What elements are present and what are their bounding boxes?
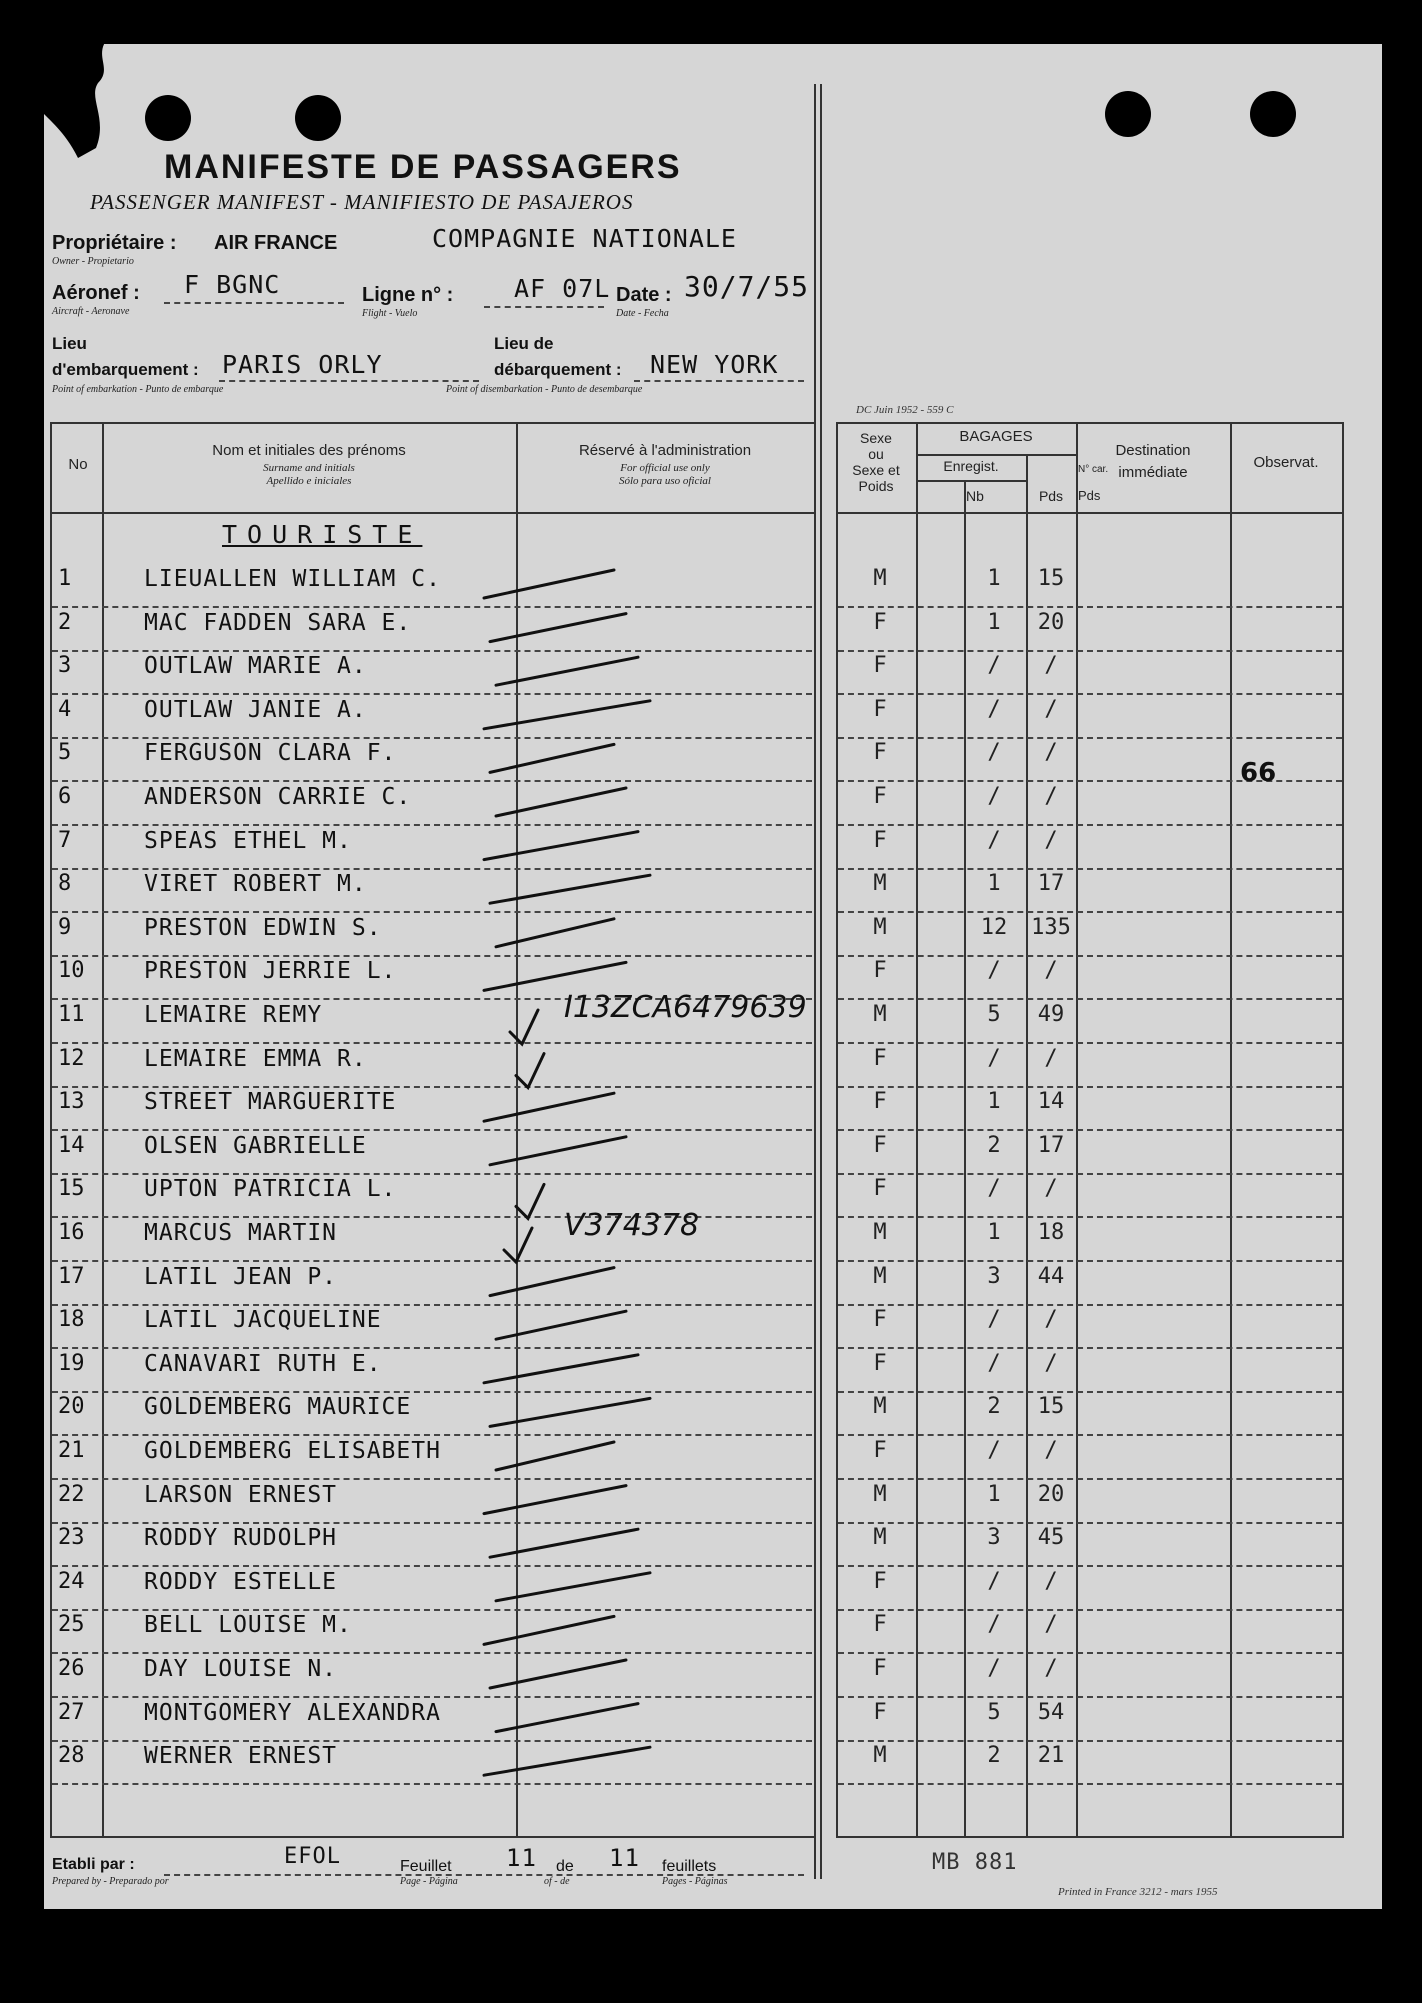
pen-stroke [496, 1704, 638, 1732]
col-header-name-sub2: Apellido e iniciales [266, 475, 352, 487]
sex-cell: F [873, 653, 887, 678]
sheets-sub: Pages - Páginas [662, 1876, 728, 1887]
sheet-sub: Page - Página [400, 1876, 458, 1887]
row-number: 15 [58, 1176, 85, 1201]
pen-stroke [496, 1573, 650, 1601]
row-number: 13 [58, 1089, 85, 1114]
row-number: 12 [58, 1046, 85, 1071]
row-number: 20 [58, 1394, 85, 1419]
prepared-label: Etabli par : [52, 1856, 135, 1873]
col-header-sex-1: Sexe [860, 430, 892, 446]
owner-label: Propriétaire : [52, 232, 177, 254]
date-label: Date : [616, 284, 672, 306]
sex-cell: M [873, 1525, 887, 1550]
row-number: 1 [58, 566, 72, 591]
bag-weight-cell: / [1044, 958, 1058, 983]
sex-cell: M [873, 1264, 887, 1289]
bag-weight-cell: / [1044, 1612, 1058, 1637]
col-header-name: Nom et initiales des prénoms [212, 442, 406, 459]
admin-note: V374378 [564, 1208, 700, 1243]
sex-cell: M [873, 915, 887, 940]
sex-cell: M [873, 1743, 887, 1768]
bag-count-cell: / [987, 1307, 1001, 1332]
row-number: 22 [58, 1482, 85, 1507]
bag-count-cell: / [987, 653, 1001, 678]
sex-cell: F [873, 610, 887, 635]
sex-cell: F [873, 784, 887, 809]
bag-weight-cell: 45 [1037, 1525, 1065, 1550]
sex-cell: M [873, 1394, 887, 1419]
of-sub: of - de [544, 1876, 570, 1887]
owner-label-sub: Owner - Propietario [52, 256, 134, 267]
sex-cell: M [873, 1482, 887, 1507]
pen-stroke [496, 1442, 614, 1470]
row-number: 19 [58, 1351, 85, 1376]
passenger-name: PRESTON JERRIE L. [144, 958, 397, 984]
bag-count-cell: / [987, 740, 1001, 765]
row-number: 28 [58, 1743, 85, 1768]
bag-weight-cell: / [1044, 1656, 1058, 1681]
pen-stroke [484, 1355, 638, 1383]
row-number: 7 [58, 828, 72, 853]
sex-cell: F [873, 1438, 887, 1463]
col-header-sex-2: ou [868, 446, 884, 462]
sex-cell: F [873, 1307, 887, 1332]
embark-label-1: Lieu [52, 334, 87, 353]
pen-stroke [490, 1398, 650, 1426]
pen-stroke [484, 701, 650, 729]
passenger-name: LATIL JACQUELINE [144, 1307, 382, 1333]
sex-cell: M [873, 566, 887, 591]
pen-stroke [484, 832, 638, 860]
pen-stroke [484, 1747, 650, 1775]
bag-count-cell: 3 [987, 1525, 1001, 1550]
passenger-name: STREET MARGUERITE [144, 1089, 397, 1115]
passenger-name: MONTGOMERY ALEXANDRA [144, 1700, 441, 1726]
col-header-pds: Pds [1038, 488, 1064, 504]
pen-stroke [490, 744, 614, 772]
page-title: MANIFESTE DE PASSAGERS [164, 148, 682, 186]
row-number: 11 [58, 1002, 85, 1027]
observation-note: 66 [1240, 758, 1277, 788]
passenger-name: FERGUSON CLARA F. [144, 740, 397, 766]
prepared-value: EFOL [284, 1844, 341, 1869]
bag-count-cell: 1 [987, 1089, 1001, 1114]
disembark-label-sub: Point of disembarkation - Punto de desembarque [446, 384, 643, 395]
row-number: 21 [58, 1438, 85, 1463]
bag-count-cell: 5 [987, 1002, 1001, 1027]
pen-stroke [496, 788, 626, 816]
sex-cell: F [873, 958, 887, 983]
row-number: 17 [58, 1264, 85, 1289]
row-number: 3 [58, 653, 72, 678]
row-number: 9 [58, 915, 72, 940]
passenger-name: OUTLAW MARIE A. [144, 653, 367, 679]
passenger-name: GOLDEMBERG MAURICE [144, 1394, 412, 1420]
passenger-name: BELL LOUISE M. [144, 1612, 352, 1638]
sex-cell: F [873, 1176, 887, 1201]
col-header-sex-3: Sexe et [852, 462, 900, 478]
col-header-admin-sub1: For official use only [620, 462, 710, 474]
passenger-name: DAY LOUISE N. [144, 1656, 338, 1682]
bag-weight-cell: 18 [1037, 1220, 1065, 1245]
pen-stroke [496, 919, 614, 947]
sex-cell: M [873, 1002, 887, 1027]
row-number: 26 [58, 1656, 85, 1681]
disembark-label-1: Lieu de [494, 334, 554, 353]
pen-stroke [504, 1228, 532, 1262]
pen-stroke [484, 570, 614, 598]
passenger-name: OUTLAW JANIE A. [144, 697, 367, 723]
bag-count-cell: 1 [987, 610, 1001, 635]
row-number: 27 [58, 1700, 85, 1725]
pen-stroke [496, 1311, 626, 1339]
disembark-value: NEW YORK [650, 350, 779, 379]
sheet-value: 11 [506, 1844, 537, 1872]
manifest-page: MANIFESTE DE PASSAGERS PASSENGER MANIFEST - MANIFIESTO DE PASAJEROS Propriétaire : Owner - Propietario AIR FRANCE COMPAGNIE NATIONALE Aéronef : Aircraft - Aeronave F BGNC Ligne n° : Flight - Vuelo AF 07L Date : Date - Fecha 30/7/55 Lieu d'embarquement : Point of embarkation - Punto de embarque PARIS ORLY Lieu de débarquement : Point of disembarkation - Punto de desembarque NEW YORK DC Juin 1952 - 559 C No Nom et initiales des prénoms Surname and initials Apellido e iniciales Réservé à l'administration For official use only Sólo para uso oficial Sexe ou Sexe et Poids BAGAGES Enregist. Nb Pds N° car. Pds Destination immédiate Observat. TOURISTE 1 LIEUALLEN WILLIAM C. M 1 15 2 MAC FADDEN SARA E. F 1 20 3 OUTLAW MARIE A. F / / 4 OUTLAW JANIE A. F / / 5 FERGUSON CLARA F. F / / 6 ANDERSON CARRIE C. F / / 7 SPEAS ETHEL M. F / / 8 VIRET ROBERT M. M 1 17 9 PRESTON EDWIN S. M 12 135 10 PRESTON JERRIE L. F / / 11 LEMAIRE REMY M 5 49 I13ZCA6479639 12 LEMAIRE EMMA R. F / / 13 STREET MARGUERITE F 1 14 14 OLSEN GABRIELLE F 2 17 15 UPTON PATRICIA L. F / / 16 MARCUS MARTIN M 1 18 V374378 17 LATIL JEAN P. M 3 44 18 LATIL JACQUELINE F / / 19 CANAVARI RUTH E. F / / 20 GOLDEMBERG MAURICE M 2 15 21 GOLDEMBERG ELISABETH F / / 22 LARSON ERNEST M 1 20 23 RODDY RUDOLPH M 3 45 24 RODDY ESTELLE F / / 25 BELL LOUISE M. F / / 26 DAY LOUISE N. F / / 27 MONTGOMERY ALEXANDRA F 5 54 28 WERNER ERNEST M 2 21 66 Etabli par : Prepared by - Preparado por EFOL Feuillet Page - Página 11 de of - de 11 feuillets Pages - Páginas MB 881 Printed in France 3212 - mars 1955 [44, 44, 1382, 1909]
passenger-name: RODDY RUDOLPH [144, 1525, 338, 1551]
row-number: 6 [58, 784, 72, 809]
passenger-name: MARCUS MARTIN [144, 1220, 338, 1246]
bag-count-cell: 2 [987, 1394, 1001, 1419]
line-value: AF 07L [514, 274, 611, 303]
aircraft-label-sub: Aircraft - Aeronave [52, 306, 130, 317]
section-label: TOURISTE [222, 520, 423, 549]
bag-weight-cell: 15 [1037, 1394, 1065, 1419]
passenger-name: LATIL JEAN P. [144, 1264, 338, 1290]
passenger-name: GOLDEMBERG ELISABETH [144, 1438, 441, 1464]
row-number: 10 [58, 958, 85, 983]
row-number: 23 [58, 1525, 85, 1550]
bag-count-cell: 12 [980, 915, 1008, 940]
bag-weight-cell: 49 [1037, 1002, 1065, 1027]
bag-count-cell: / [987, 1569, 1001, 1594]
bag-weight-cell: 14 [1037, 1089, 1065, 1114]
passenger-name: MAC FADDEN SARA E. [144, 610, 412, 636]
passenger-name: LIEUALLEN WILLIAM C. [144, 566, 441, 592]
sex-cell: F [873, 1046, 887, 1071]
bag-weight-cell: 15 [1037, 566, 1065, 591]
bag-count-cell: / [987, 828, 1001, 853]
aircraft-value: F BGNC [184, 270, 281, 299]
sex-cell: F [873, 1351, 887, 1376]
bag-weight-cell: / [1044, 1307, 1058, 1332]
bag-count-cell: / [987, 958, 1001, 983]
owner-value: AIR FRANCE [214, 232, 338, 254]
col-header-dest-1: Destination [1115, 442, 1191, 459]
bag-count-cell: 2 [987, 1133, 1001, 1158]
bag-count-cell: / [987, 1438, 1001, 1463]
passenger-name: OLSEN GABRIELLE [144, 1133, 367, 1159]
admin-note: I13ZCA6479639 [564, 990, 807, 1025]
bag-count-cell: 1 [987, 871, 1001, 896]
col-header-sex-4: Poids [858, 478, 894, 494]
bag-count-cell: / [987, 1656, 1001, 1681]
col-header-obs: Observat. [1253, 454, 1319, 471]
line-label: Ligne n° : [362, 284, 454, 306]
registration-code: MB 881 [932, 1850, 1018, 1875]
bag-weight-cell: / [1044, 697, 1058, 722]
aircraft-label: Aéronef : [52, 282, 140, 304]
sheet-label: Feuillet [400, 1858, 452, 1875]
col-header-admin-sub2: Sólo para uso oficial [619, 475, 711, 487]
bag-weight-cell: / [1044, 1438, 1058, 1463]
bag-weight-cell: / [1044, 1046, 1058, 1071]
bag-count-cell: 1 [987, 1220, 1001, 1245]
sex-cell: F [873, 828, 887, 853]
page-subtitle: PASSENGER MANIFEST - MANIFIESTO DE PASAJEROS [90, 190, 634, 214]
pen-stroke [496, 657, 638, 685]
disembark-label-2: débarquement : [494, 360, 622, 379]
pen-stroke [490, 875, 650, 903]
sex-cell: F [873, 1612, 887, 1637]
bag-count-cell: / [987, 1046, 1001, 1071]
col-header-bagages: BAGAGES [959, 428, 1033, 445]
passenger-name: PRESTON EDWIN S. [144, 915, 382, 941]
bag-weight-cell: 17 [1037, 871, 1065, 896]
prepared-sub: Prepared by - Preparado por [52, 1876, 169, 1887]
bag-weight-cell: 135 [1031, 915, 1071, 940]
pen-stroke [490, 614, 626, 642]
sex-cell: M [873, 871, 887, 896]
bag-weight-cell: 17 [1037, 1133, 1065, 1158]
bag-count-cell: / [987, 784, 1001, 809]
row-number: 5 [58, 740, 72, 765]
pen-stroke [484, 1486, 626, 1514]
bag-count-cell: / [987, 1351, 1001, 1376]
col-header-nb: Nb [966, 488, 984, 504]
pen-stroke [516, 1184, 544, 1218]
pen-stroke [484, 1093, 614, 1121]
passenger-name: RODDY ESTELLE [144, 1569, 338, 1595]
passenger-name: ANDERSON CARRIE C. [144, 784, 412, 810]
sex-cell: F [873, 1569, 887, 1594]
passenger-name: LARSON ERNEST [144, 1482, 338, 1508]
passenger-name: VIRET ROBERT M. [144, 871, 367, 897]
bag-weight-cell: / [1044, 1569, 1058, 1594]
row-number: 2 [58, 610, 72, 635]
sex-cell: F [873, 1133, 887, 1158]
bag-weight-cell: 20 [1037, 1482, 1065, 1507]
bag-weight-cell: / [1044, 784, 1058, 809]
row-number: 4 [58, 697, 72, 722]
bag-weight-cell: / [1044, 653, 1058, 678]
col-header-admin: Réservé à l'administration [578, 442, 752, 459]
bag-weight-cell: / [1044, 740, 1058, 765]
row-number: 8 [58, 871, 72, 896]
embark-label-2: d'embarquement : [52, 360, 199, 379]
passenger-name: SPEAS ETHEL M. [144, 828, 352, 854]
col-header-no: No [68, 456, 88, 473]
bag-count-cell: 3 [987, 1264, 1001, 1289]
bag-weight-cell: / [1044, 1351, 1058, 1376]
pen-stroke [484, 962, 626, 990]
bag-weight-cell: / [1044, 1176, 1058, 1201]
sex-cell: F [873, 697, 887, 722]
owner-typed: COMPAGNIE NATIONALE [432, 224, 737, 253]
date-value: 30/7/55 [684, 270, 810, 303]
form-code: DC Juin 1952 - 559 C [856, 404, 954, 416]
col-header-enreg: Enregist. [943, 458, 999, 474]
bag-count-cell: 2 [987, 1743, 1001, 1768]
bag-count-cell: 5 [987, 1700, 1001, 1725]
sex-cell: F [873, 740, 887, 765]
bag-count-cell: / [987, 1176, 1001, 1201]
pen-stroke [490, 1529, 638, 1557]
col-header-dest-2: immédiate [1118, 464, 1188, 481]
line-label-sub: Flight - Vuelo [362, 308, 418, 319]
pen-stroke [510, 1010, 538, 1044]
of-value: 11 [609, 1844, 640, 1872]
embark-value: PARIS ORLY [222, 350, 383, 379]
passenger-name: CANAVARI RUTH E. [144, 1351, 382, 1377]
pen-stroke [490, 1660, 626, 1688]
pen-stroke [516, 1054, 544, 1088]
pen-stroke [484, 1616, 614, 1644]
pen-marks [44, 44, 1382, 1909]
bag-count-cell: / [987, 697, 1001, 722]
bag-weight-cell: 21 [1037, 1743, 1065, 1768]
row-number: 16 [58, 1220, 85, 1245]
pen-stroke [490, 1137, 626, 1165]
bag-count-cell: 1 [987, 1482, 1001, 1507]
of-label: de [556, 1858, 574, 1875]
bag-weight-cell: 44 [1037, 1264, 1065, 1289]
sex-cell: M [873, 1220, 887, 1245]
bag-weight-cell: / [1044, 828, 1058, 853]
bag-count-cell: 1 [987, 566, 1001, 591]
col-header-name-sub1: Surname and initials [263, 462, 355, 474]
passenger-name: LEMAIRE EMMA R. [144, 1046, 367, 1072]
date-label-sub: Date - Fecha [616, 308, 669, 319]
bag-count-cell: / [987, 1612, 1001, 1637]
sex-cell: F [873, 1089, 887, 1114]
row-number: 25 [58, 1612, 85, 1637]
row-number: 14 [58, 1133, 85, 1158]
sex-cell: F [873, 1700, 887, 1725]
embark-label-sub: Point of embarkation - Punto de embarque [52, 384, 224, 395]
printed-note: Printed in France 3212 - mars 1955 [1058, 1886, 1218, 1898]
pen-stroke [490, 1268, 614, 1296]
sheets-label: feuillets [662, 1858, 717, 1875]
bag-weight-cell: 54 [1037, 1700, 1065, 1725]
sex-cell: F [873, 1656, 887, 1681]
row-number: 24 [58, 1569, 85, 1594]
row-number: 18 [58, 1307, 85, 1332]
passenger-name: WERNER ERNEST [144, 1743, 338, 1769]
bag-weight-cell: 20 [1037, 610, 1065, 635]
passenger-name: LEMAIRE REMY [144, 1002, 323, 1028]
passenger-name: UPTON PATRICIA L. [144, 1176, 397, 1202]
